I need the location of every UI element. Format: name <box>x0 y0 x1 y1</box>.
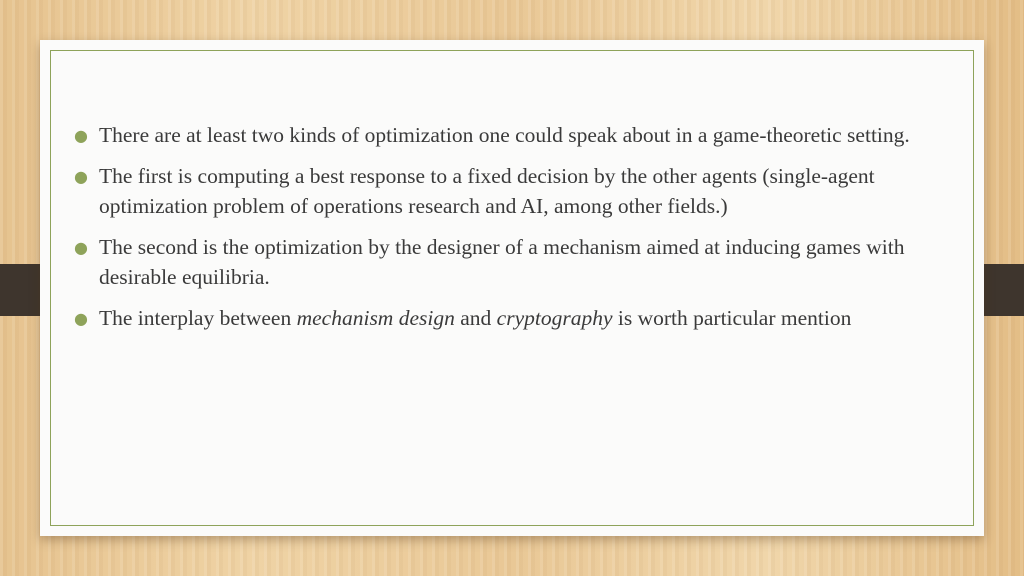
bullet-item-4 <box>72 303 952 333</box>
bullet-1-text: There are at least two kinds of optimization one could speak about in a game-theoretic setting. <box>99 123 910 147</box>
bullet-4-text-c: is worth particular mention <box>612 306 852 330</box>
bullet-dot-icon: ● <box>74 238 88 257</box>
left-decor-bar <box>0 264 40 316</box>
bullet-dot-icon: ● <box>74 309 88 328</box>
bullet-dot-icon: ● <box>74 167 88 186</box>
slide-card <box>40 40 984 536</box>
bullet-item-3 <box>72 232 952 292</box>
bullet-2-text: The first is computing a best response to a fixed decision by the other agents (single-agent optimization problem of operations research and AI, among other fields.) <box>99 164 875 218</box>
bullet-4-text-b: and <box>454 306 497 330</box>
term-cryptography: cryptography <box>496 306 613 330</box>
bullet-item-1 <box>72 120 952 150</box>
bullet-list <box>72 120 952 344</box>
bullet-dot-icon: ● <box>74 126 88 145</box>
term-mechanism-design: mechanism design <box>296 306 455 330</box>
bullet-item-2 <box>72 161 952 221</box>
bullet-3-text: The second is the optimization by the designer of a mechanism aimed at inducing games with desirable equilibria. <box>99 235 905 289</box>
bullet-4-text-a: The interplay between <box>99 306 297 330</box>
